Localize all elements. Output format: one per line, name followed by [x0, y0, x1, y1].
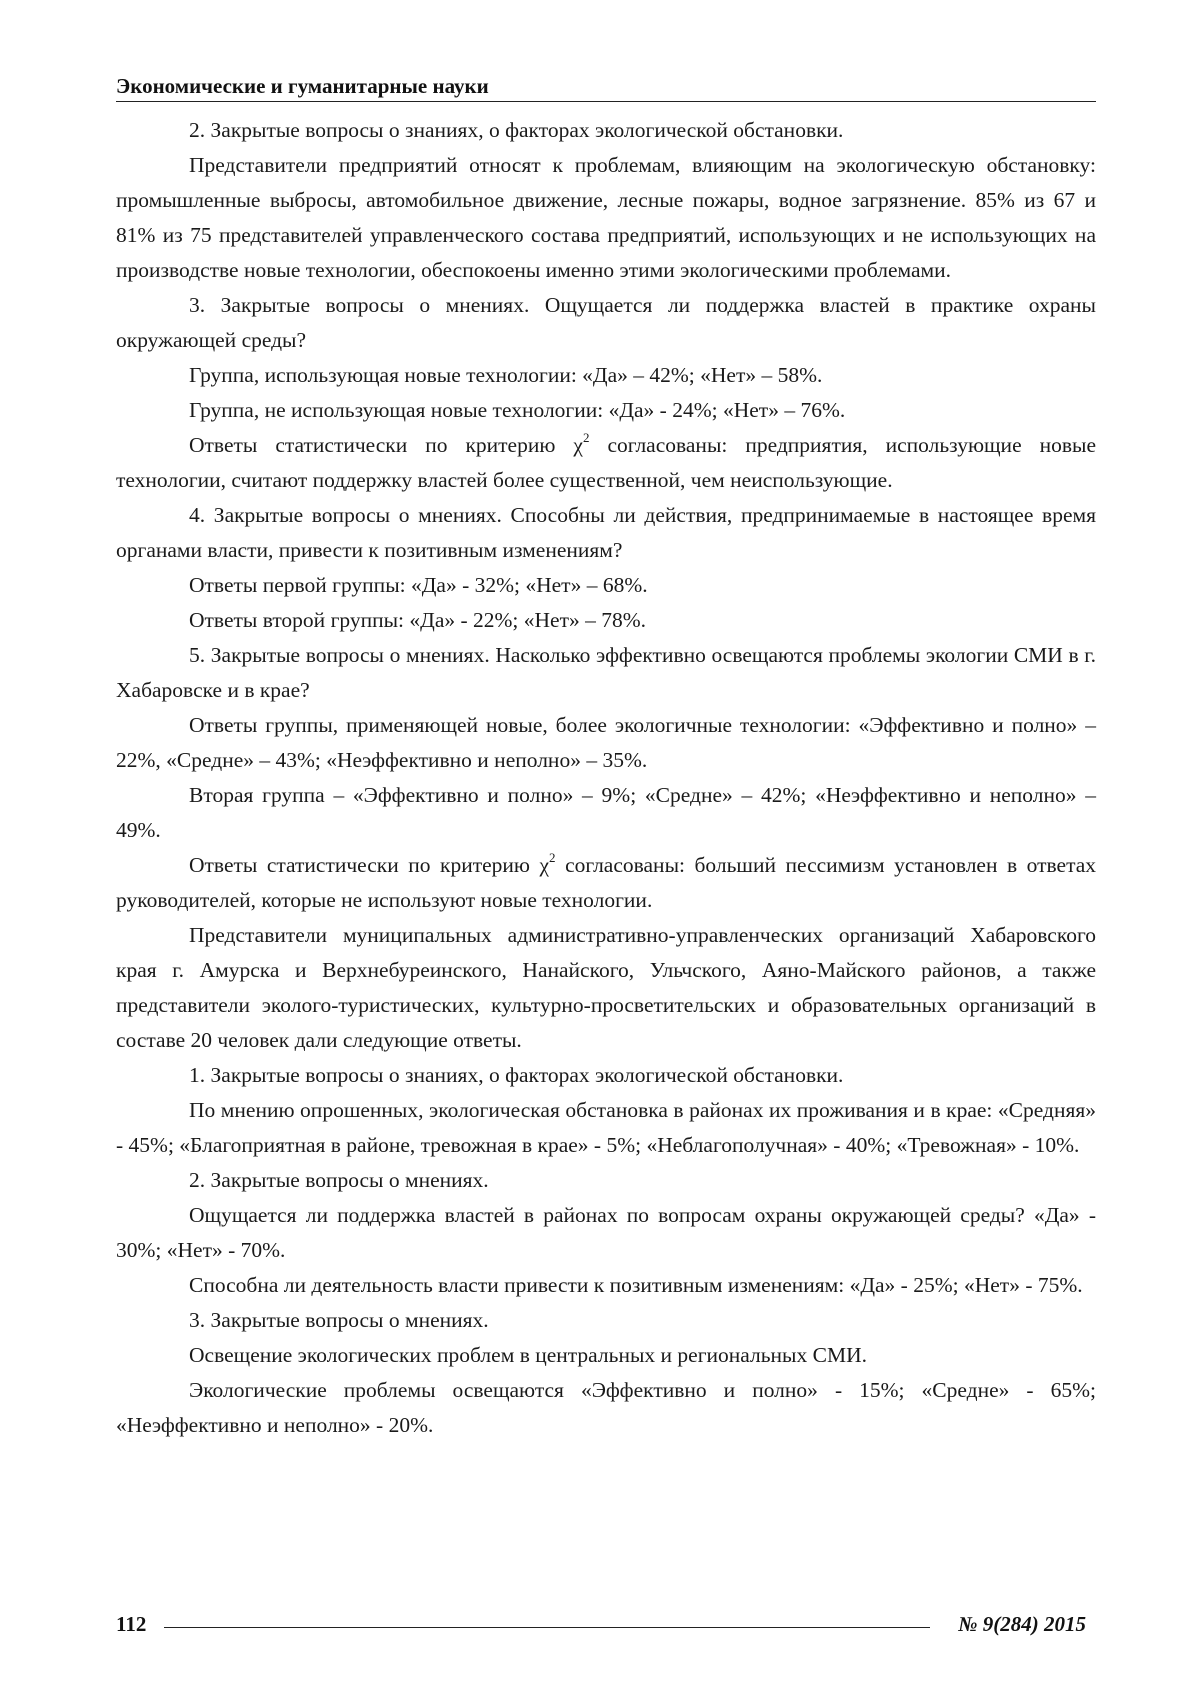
text-segment: Ответы статистически по критерию — [189, 433, 555, 457]
paragraph: 2. Закрытые вопросы о мнениях. — [116, 1163, 1096, 1198]
chi-square-symbol — [540, 853, 556, 877]
paragraph: 2. Закрытые вопросы о знаниях, о факторах экологической обстановки. — [116, 113, 1096, 148]
paragraph: Ответы второй группы: «Да» - 22%; «Нет» – 78%. — [116, 603, 1096, 638]
footer-rule — [164, 1627, 930, 1628]
paragraph: 3. Закрытые вопросы о мнениях. — [116, 1303, 1096, 1338]
chi-square-symbol — [573, 433, 589, 457]
document-page — [0, 0, 1200, 1698]
chi-letter: χ — [540, 853, 550, 877]
paragraph: 1. Закрытые вопросы о знаниях, о факторах экологической обстановки. — [116, 1058, 1096, 1093]
page-number: 112 — [116, 1612, 146, 1637]
paragraph: Экологические проблемы освещаются «Эффективно и полно» - 15%; «Средне» - 65%; «Неэффективно и неполно» - 20%. — [116, 1373, 1096, 1443]
paragraph: 4. Закрытые вопросы о мнениях. Способны ли действия, предпринимаемые в настоящее время органами власти, привести к позитивным изменениям? — [116, 498, 1096, 568]
paragraph: Способна ли деятельность власти привести к позитивным изменениям: «Да» - 25%; «Нет» - 75%. — [116, 1268, 1096, 1303]
running-header: Экономические и гуманитарные науки — [116, 74, 1096, 102]
paragraph: Группа, не использующая новые технологии: «Да» - 24%; «Нет» – 76%. — [116, 393, 1096, 428]
text-segment: согласованы: предприятия, использующие новые технологии, считают поддержку властей более существенной, чем неиспользующие. — [116, 433, 1096, 492]
paragraph: Ответы первой группы: «Да» - 32%; «Нет» – 68%. — [116, 568, 1096, 603]
paragraph: Ответы группы, применяющей новые, более экологичные технологии: «Эффективно и полно» – 22%, «Средне» – 43%; «Неэффективно и неполно» – 35%. — [116, 708, 1096, 778]
chi-letter: χ — [573, 433, 583, 457]
paragraph: По мнению опрошенных, экологическая обстановка в районах их проживания и в крае: «Средняя» - 45%; «Благоприятная в районе, тревожная в крае» - 5%; «Неблагополучная» - 40%; «Тревожная» - 10%. — [116, 1093, 1096, 1163]
paragraph: Ощущается ли поддержка властей в районах по вопросам охраны окружающей среды? «Да» - 30%; «Нет» - 70%. — [116, 1198, 1096, 1268]
paragraph: 3. Закрытые вопросы о мнениях. Ощущается ли поддержка властей в практике охраны окружающей среды? — [116, 288, 1096, 358]
chi-exponent: 2 — [583, 430, 590, 445]
article-body — [116, 113, 1096, 1443]
page-footer — [116, 1612, 1096, 1642]
paragraph-chi-square — [116, 848, 1096, 918]
paragraph: Вторая группа – «Эффективно и полно» – 9%; «Средне» – 42%; «Неэффективно и неполно» – 49%. — [116, 778, 1096, 848]
paragraph: Представители предприятий относят к проблемам, влияющим на экологическую обстановку: промышленные выбросы, автомобильное движение, лесные пожары, водное загрязнение. 85% из 67 и 81% из 75 представителей управленческого состава предприятий, использующих и не использующих на производстве новые технологии, обеспокоены именно этими экологическими проблемами. — [116, 148, 1096, 288]
chi-exponent: 2 — [549, 850, 556, 865]
paragraph: Группа, использующая новые технологии: «Да» – 42%; «Нет» – 58%. — [116, 358, 1096, 393]
text-segment: Ответы статистически по критерию — [189, 853, 530, 877]
paragraph-chi-square — [116, 428, 1096, 498]
paragraph: 5. Закрытые вопросы о мнениях. Насколько эффективно освещаются проблемы экологии СМИ в г. Хабаровске и в крае? — [116, 638, 1096, 708]
paragraph: Освещение экологических проблем в центральных и региональных СМИ. — [116, 1338, 1096, 1373]
text-segment: согласованы: больший пессимизм установлен в ответах руководителей, которые не используют новые технологии. — [116, 853, 1096, 912]
issue-number: № 9(284) 2015 — [958, 1612, 1086, 1637]
paragraph: Представители муниципальных административно-управленческих организаций Хабаровского края г. Амурска и Верхнебуреинского, Нанайского, Ульчского, Аяно-Майского районов, а также представители эколого-туристических, культурно-просветительских и образовательных организаций в составе 20 человек дали следующие ответы. — [116, 918, 1096, 1058]
